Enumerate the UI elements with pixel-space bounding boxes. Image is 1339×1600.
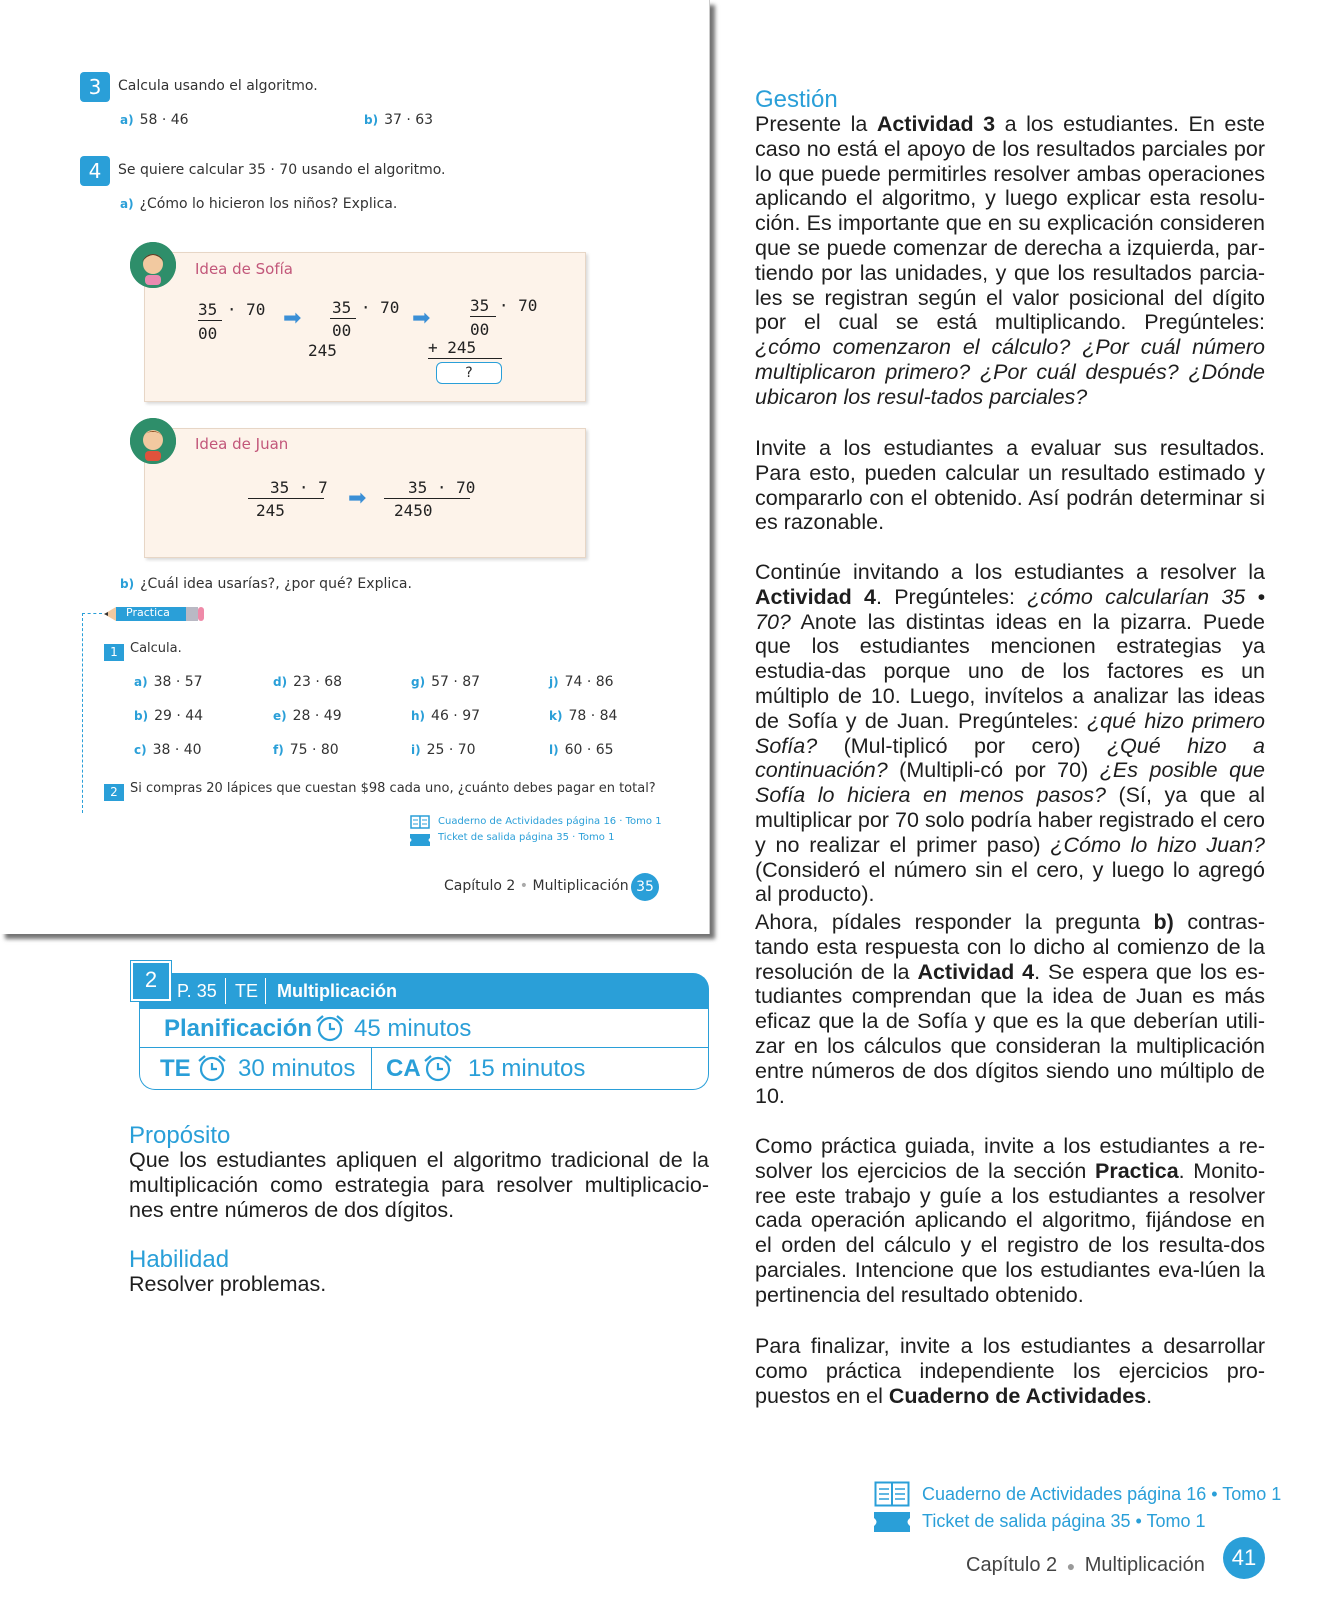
sofia-step2-bottom: 245 [308, 341, 337, 360]
practica-bracket-top [82, 613, 102, 614]
item-expression: 23 · 68 [293, 674, 343, 690]
separator-dot: • [519, 878, 529, 894]
item-label: c) [134, 743, 147, 757]
activity-3b [364, 112, 433, 128]
practica-item [273, 674, 342, 690]
text: Presente la [755, 112, 877, 136]
ticket-ref: Ticket de salida página 35 • Tomo 1 [922, 1511, 1206, 1531]
ca-label: CA [386, 1055, 421, 1082]
unit-number: 2 [131, 961, 171, 1001]
text-italic: ¿cómo calcularían 35 • 70? [755, 584, 1266, 634]
item-label: e) [273, 709, 287, 723]
practica-item [134, 742, 202, 758]
text: . [1146, 1383, 1153, 1408]
activity-3 [80, 72, 110, 102]
ex1-number: 1 [104, 644, 124, 661]
text: Anote las distintas ideas en la pizarra. Puede que los estudiantes mencionen estrategias ya estudia-das porque uno de los factores es un múltiplo de 10. Luego, invítelos a analizar las ideas de Sofía y de Juan. Pregúnteles: [755, 609, 1265, 733]
chapter: Capítulo 2 [966, 1554, 1058, 1576]
ex2-instruction: Si compras 20 lápices que cuestan $98 cada uno, ¿cuánto debes pagar en total? [130, 781, 656, 796]
topic: Multiplicación [1084, 1554, 1205, 1576]
student-footer [444, 878, 629, 894]
arrow-right-icon: ➡ [412, 306, 431, 331]
label-a: a) [120, 197, 134, 211]
te-label: TE [160, 1055, 191, 1082]
juan-idea-title: Idea de Juan [195, 435, 289, 453]
text: . Se espera que los es-tudiantes comprendan que la idea de Juan es más eficaz que la de Sofía y que es la que deberían utili-zar en los cálculos que consideran la multiplicación entre números de dos dígitos siendo uno múltiplo de 10. [755, 959, 1266, 1108]
ex1-instruction: Calcula. [130, 641, 182, 656]
alarm-clock-icon [196, 1053, 228, 1087]
plan-time: 45 minutos [354, 1015, 472, 1042]
proposito-text: Que los estudiantes apliquen el algoritmo tradicional de la multiplicación como estrategia para resolver multiplicacio-nes entre números de dos dígitos. [129, 1148, 709, 1222]
item-label: d) [273, 675, 288, 689]
expr-b: 37 · 63 [384, 112, 434, 128]
text-bold: Practica [1095, 1158, 1179, 1183]
text-bold: b) [1153, 910, 1174, 934]
sofia-step1-top: 35 · 70 [198, 300, 266, 319]
practica-ex2 [104, 781, 124, 801]
paragraph-6 [755, 1334, 1265, 1408]
text-italic: ¿cómo comenzaron el cálculo? ¿Por cuál número multiplicaron primero? ¿Por cuál después? ¿Dónde ubicaron los resul-tados parciales? [755, 335, 1265, 409]
sofia-step1-bottom: 00 [198, 324, 218, 343]
plan-te: TE [235, 981, 259, 1001]
item-expression: 38 · 40 [152, 742, 202, 758]
divider [384, 498, 470, 499]
activity-4 [80, 156, 110, 186]
text-italic: ¿Qué hizo a continuación? [755, 733, 1265, 783]
answer-box: ? [436, 362, 502, 384]
ex2-number: 2 [104, 784, 124, 801]
alarm-clock-icon [422, 1053, 454, 1087]
item-label: j) [549, 675, 559, 689]
plan-page: P. 35 [177, 981, 217, 1001]
text: Ahora, pídales responder la pregunta [755, 910, 1154, 934]
sofia-step2-top: 35 · 70 [332, 298, 400, 317]
divider [265, 978, 266, 1004]
habilidad-text: Resolver problemas. [129, 1272, 327, 1296]
divider [330, 318, 356, 319]
item-label: b) [134, 709, 149, 723]
page-footer [966, 1554, 1205, 1577]
text-italic: ¿Es posible que Sofía lo hiciera en menos pasos? [755, 758, 1265, 808]
practica-ex1 [104, 641, 124, 661]
text: . Monito-ree este trabajo y guíe a los estudiantes a resolver cada operación aplicando el algoritmo, fijándose en el orden del cálculo y el registro de los resulta-dos parciales. Intencione que los estudiantes eva-lúen la pertinencia del resultado obtenido. [755, 1158, 1266, 1307]
text: a los estudiantes. En este caso no está el apoyo de los resultados parciales por lo que puede permitirles resolver ambas operaciones aplicando el algoritmo, y luego explicar esta resolu-ción. Es importante que en su explicación consideren que se puede comenzar de derecha a izquierda, par-tiendo por las unidades, y que los resultados parcia-les se registran según el valor posicional del dígito por el cual se está multiplicando. Pregúnteles: [755, 112, 1265, 335]
cuaderno-ref: Cuaderno de Actividades página 16 · Tomo 1 [438, 816, 662, 827]
practica-item [134, 708, 203, 724]
arrow-right-icon: ➡ [283, 306, 302, 331]
item-label: g) [411, 675, 426, 689]
practica-item [273, 708, 342, 724]
text-bold: Actividad 4 [755, 584, 876, 609]
proposito-heading: Propósito [129, 1122, 231, 1149]
juan-step2-top: 35 · 70 [408, 478, 476, 497]
text: . Pregúnteles: [875, 584, 1028, 609]
planificacion-label: Planificación [164, 1015, 313, 1042]
juan-avatar [130, 418, 176, 464]
text: Continúe invitando a los estudiantes a resolver la [755, 560, 1265, 584]
sofia-avatar [130, 242, 176, 288]
text-bold: Actividad 4 [917, 959, 1035, 984]
divider [198, 320, 222, 321]
text: (Sí, ya que al multiplicar por 70 solo podría haber registrado el cero y no realizar el primer paso) [755, 783, 1266, 857]
item-expression: 25 · 70 [426, 742, 476, 758]
sofia-step3-add: + 245 [428, 338, 477, 357]
ca-time: 15 minutos [468, 1055, 586, 1082]
label-b: b) [120, 577, 135, 591]
divider [140, 1047, 708, 1048]
practica-item [549, 674, 614, 690]
cuaderno-ref: Cuaderno de Actividades página 16 • Tomo 1 [922, 1484, 1282, 1504]
item-label: f) [273, 743, 284, 757]
text: Como práctica guiada, invite a los estudiantes a re-solver los ejercicios de la sección [755, 1134, 1265, 1183]
paragraph-2: Invite a los estudiantes a evaluar sus resultados. Para esto, pueden calcular un resultado estimado y compararlo con el obtenido. Así podrán determinar si es razonable. [755, 436, 1265, 535]
activity-3-instruction: Calcula usando el algoritmo. [118, 78, 318, 94]
practica-bracket [82, 613, 83, 813]
boy-face-icon [130, 418, 176, 464]
item-label: l) [549, 743, 559, 757]
divider [371, 1047, 372, 1089]
expr-a: 58 · 46 [139, 112, 189, 128]
item-expression: 29 · 44 [154, 708, 204, 724]
student-page-number: 35 [631, 873, 659, 901]
ticket-icon [410, 831, 430, 850]
sofia-idea-title: Idea de Sofía [195, 260, 293, 278]
practica-item [549, 708, 617, 724]
activity-3-number: 3 [80, 72, 110, 102]
item-expression: 60 · 65 [564, 742, 614, 758]
habilidad-heading: Habilidad [129, 1246, 230, 1273]
sofia-step3-top: 35 · 70 [470, 296, 538, 315]
paragraph-1 [755, 112, 1265, 410]
sofia-step2-mid: 00 [332, 321, 352, 340]
item-expression: 57 · 87 [431, 674, 481, 690]
separator-dot: ● [1066, 1558, 1076, 1574]
divider [248, 498, 324, 499]
topic: Multiplicación [532, 878, 629, 894]
item-expression: 46 · 97 [431, 708, 481, 724]
item-label: a) [134, 675, 148, 689]
juan-step1-top: 35 · 7 [270, 478, 328, 497]
paragraph-3 [755, 560, 1265, 907]
plan-box-body [139, 1009, 709, 1090]
paragraph-4 [755, 910, 1265, 1108]
te-time: 30 minutos [238, 1055, 356, 1082]
question-a: ¿Cómo lo hicieron los niños? Explica. [139, 196, 398, 212]
divider [470, 316, 496, 317]
plan-title: Multiplicación [277, 981, 398, 1001]
item-expression: 78 · 84 [568, 708, 618, 724]
activity-4b [120, 576, 412, 592]
practica-label: Practica [126, 606, 170, 619]
text: contras-tando esta respuesta con lo dicho al comienzo de la resolución de la [755, 910, 1265, 984]
practica-item [411, 708, 480, 724]
practica-item [273, 742, 339, 758]
text: (Consideró el número sin el cero, y luego lo agregó al producto). [755, 857, 1265, 907]
activity-4a [120, 196, 397, 212]
paragraph-5 [755, 1134, 1265, 1308]
plan-box-header [139, 973, 709, 1009]
ticket-ref: Ticket de salida página 35 · Tomo 1 [438, 832, 615, 843]
text-italic: ¿qué hizo primero Sofía? [755, 708, 1265, 758]
practica-item [549, 742, 614, 758]
girl-face-icon [130, 242, 176, 288]
item-expression: 38 · 57 [153, 674, 203, 690]
juan-step2-bottom: 2450 [394, 501, 433, 520]
practica-item [134, 674, 203, 690]
practica-item [411, 674, 480, 690]
label-b: b) [364, 113, 379, 127]
activity-4-number: 4 [80, 156, 110, 186]
page-number: 41 [1223, 1537, 1265, 1579]
item-label: h) [411, 709, 426, 723]
item-label: k) [549, 709, 563, 723]
chapter: Capítulo 2 [444, 878, 516, 894]
item-expression: 28 · 49 [292, 708, 342, 724]
alarm-clock-icon [314, 1013, 346, 1047]
text: Para finalizar, invite a los estudiantes a desarrollar como práctica independiente los ejercicios pro-puestos en el [755, 1334, 1265, 1408]
juan-step1-bottom: 245 [256, 501, 285, 520]
text-bold: Actividad 3 [876, 112, 996, 136]
item-expression: 75 · 80 [289, 742, 339, 758]
student-page [0, 0, 710, 934]
gestion-heading: Gestión [755, 86, 838, 113]
activity-3a [120, 112, 189, 128]
practica-item [411, 742, 476, 758]
item-expression: 74 · 86 [564, 674, 614, 690]
divider [428, 358, 502, 359]
book-icon [874, 1481, 910, 1511]
arrow-right-icon: ➡ [348, 486, 367, 511]
text-bold: Cuaderno de Actividades [888, 1383, 1147, 1408]
sofia-step3-mid: 00 [470, 320, 490, 339]
question-b: ¿Cuál idea usarías?, ¿por qué? Explica. [140, 576, 412, 592]
ticket-icon [874, 1512, 910, 1536]
text-italic: ¿Cómo lo hizo Juan? [1050, 832, 1265, 857]
activity-4-instruction: Se quiere calcular 35 · 70 usando el algoritmo. [118, 162, 446, 178]
item-label: i) [411, 743, 421, 757]
text: (Mul-tiplicó por cero) [817, 733, 1107, 758]
label-a: a) [120, 113, 134, 127]
divider [225, 978, 226, 1004]
text: (Multipli-có por 70) [887, 758, 1100, 783]
